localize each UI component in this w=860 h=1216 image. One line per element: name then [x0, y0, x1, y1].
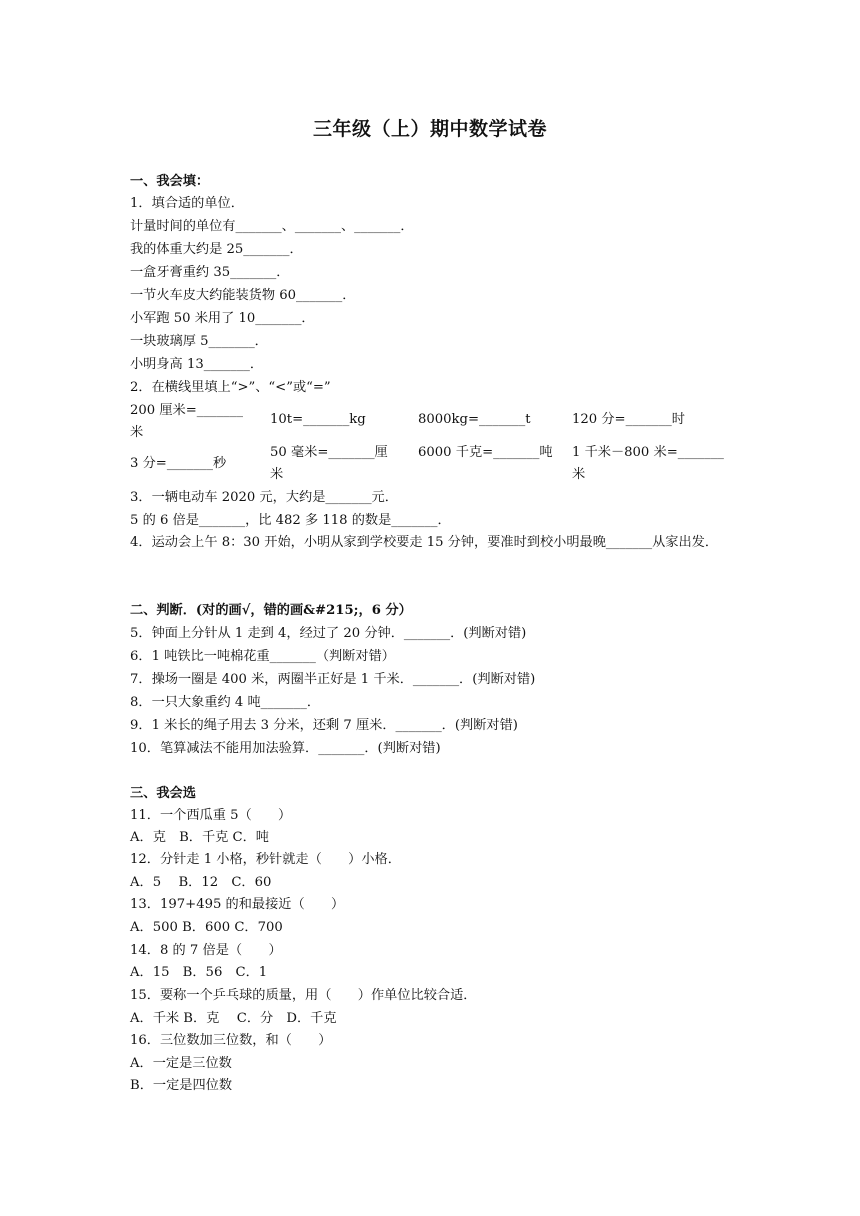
question-1: 1．填合适的单位． — [130, 196, 244, 211]
section-2-heading: 二、判断．(对的画√，错的画&#215;，6 分） — [130, 603, 412, 618]
judge-item: 9．1 米长的绳子用去 3 分米，还剩 7 厘米．_______．(判断对错) — [130, 718, 518, 733]
section-1-heading: 一、我会填： — [130, 174, 210, 189]
choice-options: A．一定是三位数 — [130, 1056, 232, 1071]
choice-options: A．克 B．千克 C．吨 — [130, 830, 269, 845]
judge-item: 6．1 吨铁比一吨棉花重_______（判断对错） — [130, 649, 395, 664]
choice-options: A．15 B．56 C．1 — [130, 965, 268, 980]
choice-options: A．5 B．12 C．60 — [130, 875, 272, 890]
choice-question: 15．要称一个乒乓球的质量，用（ ）作单位比较合适． — [130, 988, 477, 1003]
section-3-heading: 三、我会选 — [130, 786, 196, 801]
choice-question: 13．197+495 的和最接近（ ） — [130, 897, 345, 912]
table-cell: 50 毫米=_______厘米 — [270, 445, 388, 482]
question-3-line: 5 的 6 倍是_______，比 482 多 118 的数是_______． — [130, 513, 451, 528]
question-2: 2．在横线里填上“>”、“<”或“=” — [130, 380, 331, 395]
question-1-line: 我的体重大约是 25_______． — [130, 242, 303, 257]
table-cell: 8000kg=_______t — [418, 412, 531, 427]
judge-item: 10．笔算减法不能用加法验算．_______．(判断对错) — [130, 741, 441, 756]
question-4: 4．运动会上午 8：30 开始，小明从家到学校要走 15 分钟，要准时到校小明最晚_______从家出发． — [130, 535, 719, 550]
table-cell: 120 分=_______时 — [572, 412, 685, 427]
choice-question: 14．8 的 7 倍是（ ） — [130, 943, 282, 958]
choice-options: A．500 B．600 C．700 — [130, 920, 283, 935]
choice-question: 12．分针走 1 小格，秒针就走（ ）小格． — [130, 852, 401, 867]
question-1-line: 小明身高 13_______． — [130, 357, 264, 372]
question-3: 3．一辆电动车 2020 元，大约是_______元． — [130, 490, 398, 505]
question-1-line: 一节火车皮大约能装货物 60_______． — [130, 288, 356, 303]
question-1-line: 计量时间的单位有_______、_______、_______． — [130, 219, 414, 234]
table-cell: 10t=_______kg — [270, 412, 366, 427]
choice-options: B．一定是四位数 — [130, 1078, 233, 1093]
judge-item: 8．一只大象重约 4 吨_______． — [130, 695, 321, 710]
question-1-line: 小军跑 50 米用了 10_______． — [130, 311, 315, 326]
question-1-line: 一块玻璃厚 5_______． — [130, 334, 268, 349]
choice-question: 11．一个西瓜重 5（ ） — [130, 808, 292, 823]
choice-question: 16．三位数加三位数，和（ ） — [130, 1033, 332, 1048]
judge-item: 7．操场一圈是 400 米，两圈半正好是 1 千米．_______．(判断对错) — [130, 672, 536, 687]
table-cell: 3 分=_______秒 — [130, 456, 227, 471]
question-1-line: 一盒牙膏重约 35_______． — [130, 265, 290, 280]
judge-item: 5．钟面上分针从 1 走到 4，经过了 20 分钟．_______．(判断对错) — [130, 626, 527, 641]
page-title: 三年级（上）期中数学试卷 — [312, 118, 547, 140]
choice-options: A．千米 B．克 C．分 D．千克 — [130, 1011, 337, 1026]
table-cell: 1 千米－800 米=_______米 — [572, 445, 724, 482]
table-cell: 6000 千克=_______吨 — [418, 445, 553, 460]
table-cell: 200 厘米=_______米 — [130, 403, 243, 440]
